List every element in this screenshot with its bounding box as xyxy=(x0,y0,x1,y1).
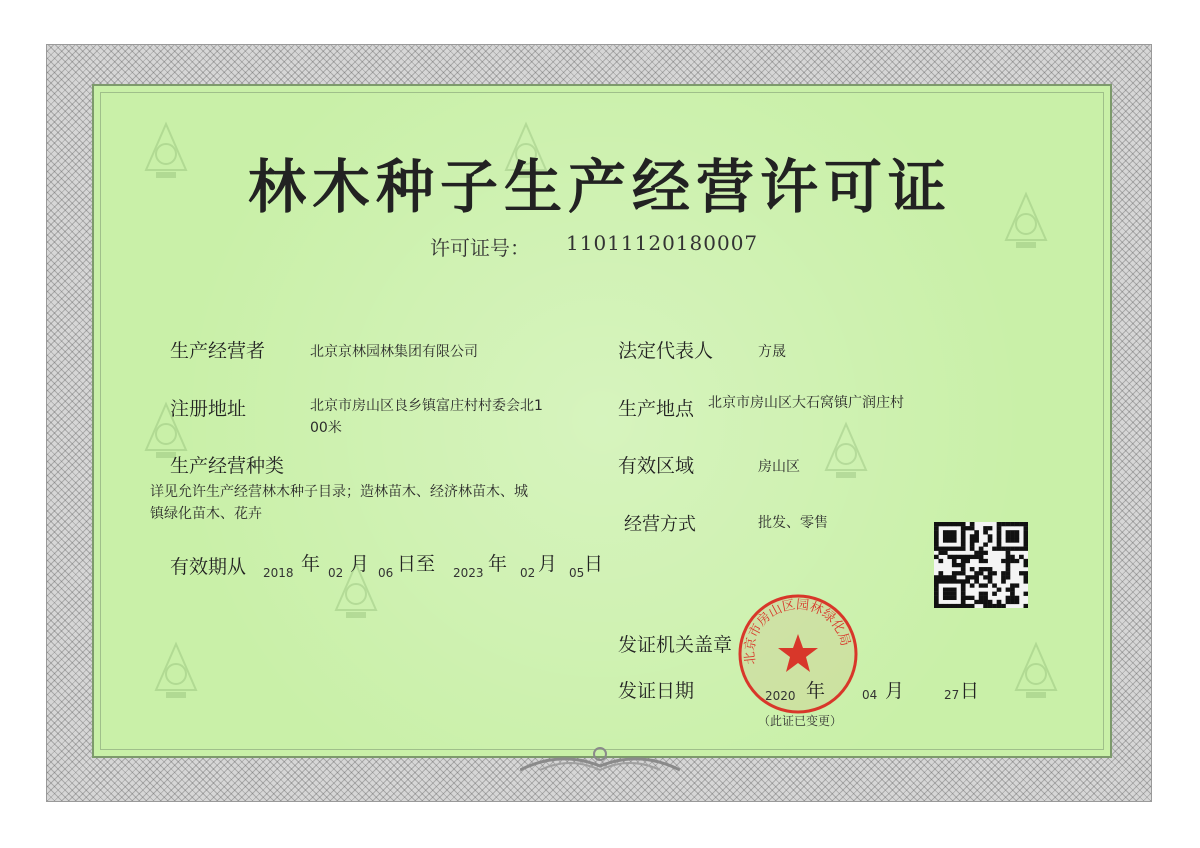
issue-month: 04 xyxy=(862,688,878,702)
qr-code-icon xyxy=(934,522,1028,608)
issue-month-unit: 月 xyxy=(885,680,905,702)
certificate-title: 林木种子生产经营许可证 xyxy=(247,153,952,221)
region-label: 有效区域 xyxy=(618,455,695,477)
validity-start-year: 2018 xyxy=(263,566,294,580)
mode-value: 批发、零售 xyxy=(758,515,828,531)
validity-label: 有效期从 xyxy=(170,556,247,578)
validity-end-month-unit: 月 xyxy=(538,553,558,575)
watermark-icon xyxy=(1010,640,1062,702)
license-number: 11011120180007 xyxy=(566,231,759,255)
category-label: 生产经营种类 xyxy=(170,455,285,477)
official-seal-icon xyxy=(734,590,862,718)
operator-value: 北京京林园林集团有限公司 xyxy=(310,344,478,360)
address-value xyxy=(310,395,543,439)
location-value: 北京市房山区大石窝镇广润庄村 xyxy=(708,395,904,411)
issue-year: 2020 xyxy=(765,689,796,703)
watermark-icon xyxy=(820,420,872,482)
address-label: 注册地址 xyxy=(170,398,247,420)
operator-label: 生产经营者 xyxy=(170,340,266,362)
legal-rep-value: 方晟 xyxy=(758,344,786,360)
validity-start-day: 06 xyxy=(378,566,394,580)
validity-month-unit: 月 xyxy=(350,553,370,575)
location-label: 生产地点 xyxy=(618,398,695,420)
issue-day-unit: 日 xyxy=(960,680,980,702)
seal-text: 北京市房山区园林绿化局 xyxy=(742,597,853,666)
validity-end-day: 05 xyxy=(569,566,585,580)
watermark-icon xyxy=(150,640,202,702)
validity-start-month: 02 xyxy=(328,566,344,580)
legal-rep-label: 法定代表人 xyxy=(618,340,714,362)
validity-end-year: 2023 xyxy=(453,566,484,580)
validity-end-year-unit: 年 xyxy=(488,553,508,575)
address-line-2: 00米 xyxy=(310,420,342,436)
bottom-ornament-icon xyxy=(520,740,680,776)
validity-end-month: 02 xyxy=(520,566,536,580)
validity-year-unit: 年 xyxy=(301,553,321,575)
issue-year-unit: 年 xyxy=(806,680,826,702)
issuer-label: 发证机关盖章 xyxy=(618,634,733,656)
license-number-label: 许可证号： xyxy=(430,236,530,260)
issue-date-label: 发证日期 xyxy=(618,680,695,702)
issue-day: 27 xyxy=(944,688,960,702)
mode-label: 经营方式 xyxy=(624,514,696,535)
change-note: （此证已变更） xyxy=(758,714,843,728)
category-line-1: 详见允许生产经营林木种子目录；造林苗木、经济林苗木、城 xyxy=(150,484,528,500)
address-line-1: 北京市房山区良乡镇富庄村村委会北1 xyxy=(310,398,543,414)
category-line-2: 镇绿化苗木、花卉 xyxy=(150,506,262,522)
validity-end-day-unit: 日 xyxy=(584,553,604,575)
region-value: 房山区 xyxy=(758,459,800,475)
category-value xyxy=(150,481,528,525)
validity-day-to: 日至 xyxy=(397,553,436,575)
